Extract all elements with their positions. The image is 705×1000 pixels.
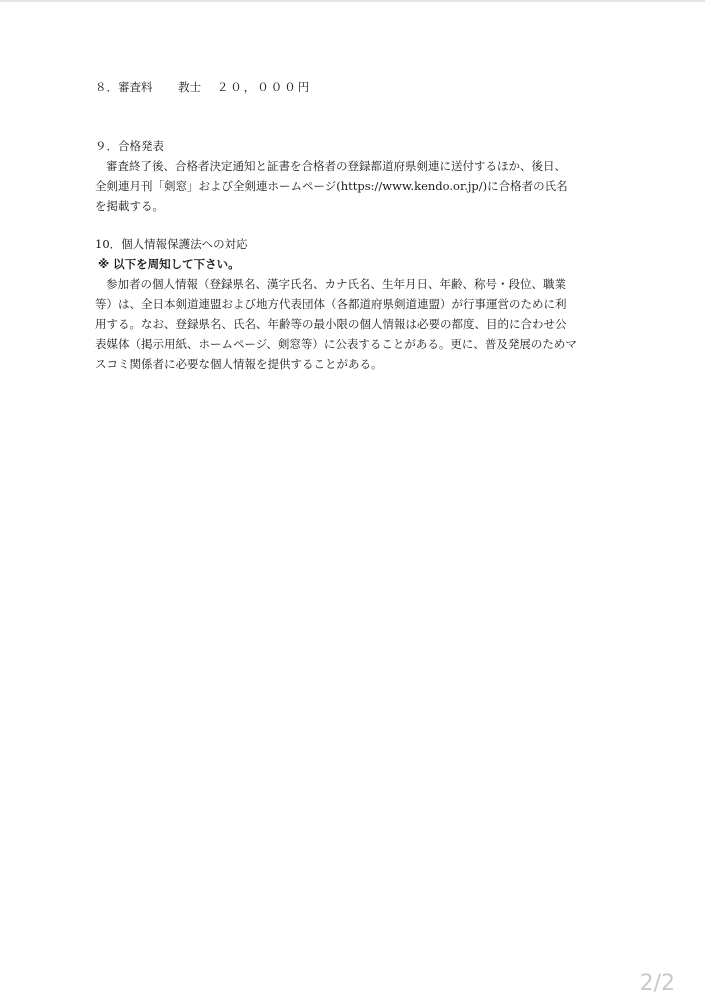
announcement-heading: ９．合格発表: [95, 139, 164, 153]
fee-rank: 教士: [178, 80, 202, 94]
section-announcement: [95, 136, 620, 216]
privacy-line: 表媒体（掲示用紙、ホームページ、剣窓等）に公表することがある。更に、普及発展のためマ: [95, 337, 577, 351]
privacy-line: 等）は、全日本剣道連盟および地方代表団体（各都道府県剣道連盟）が行事運営のために利: [95, 297, 567, 311]
section-fee: [95, 77, 620, 97]
privacy-line: スコミ関係者に必要な個人情報を提供することがある。: [95, 357, 383, 371]
privacy-line: 用する。なお、登録県名、氏名、年齢等の最小限の個人情報は必要の都度、目的に合わせ公: [95, 317, 567, 331]
announcement-line: 審査終了後、合格者決定通知と証書を合格者の登録都道府県剣連に送付するほか、後日、: [106, 159, 566, 173]
announcement-line: 全剣連月刊「剣窓」および全剣連ホームページ(https://www.kendo.or.jp/)に合格者の氏名: [95, 179, 568, 193]
section-privacy: [95, 234, 620, 374]
document-page: [95, 77, 620, 374]
fee-line: [95, 77, 620, 97]
privacy-heading: 10．個人情報保護法への対応: [95, 237, 248, 251]
fee-heading: ８．審査料: [95, 80, 153, 94]
privacy-line: 参加者の個人情報（登録県名、漢字氏名、カナ氏名、生年月日、年齢、称号・段位、職業: [106, 277, 566, 291]
page-indicator: 2/2: [639, 971, 675, 996]
top-divider: [0, 0, 705, 2]
fee-amount: ２０，０００円: [216, 80, 312, 94]
announcement-line: を掲載する。: [95, 199, 164, 213]
privacy-notice: ※ 以下を周知して下さい。: [98, 257, 240, 271]
